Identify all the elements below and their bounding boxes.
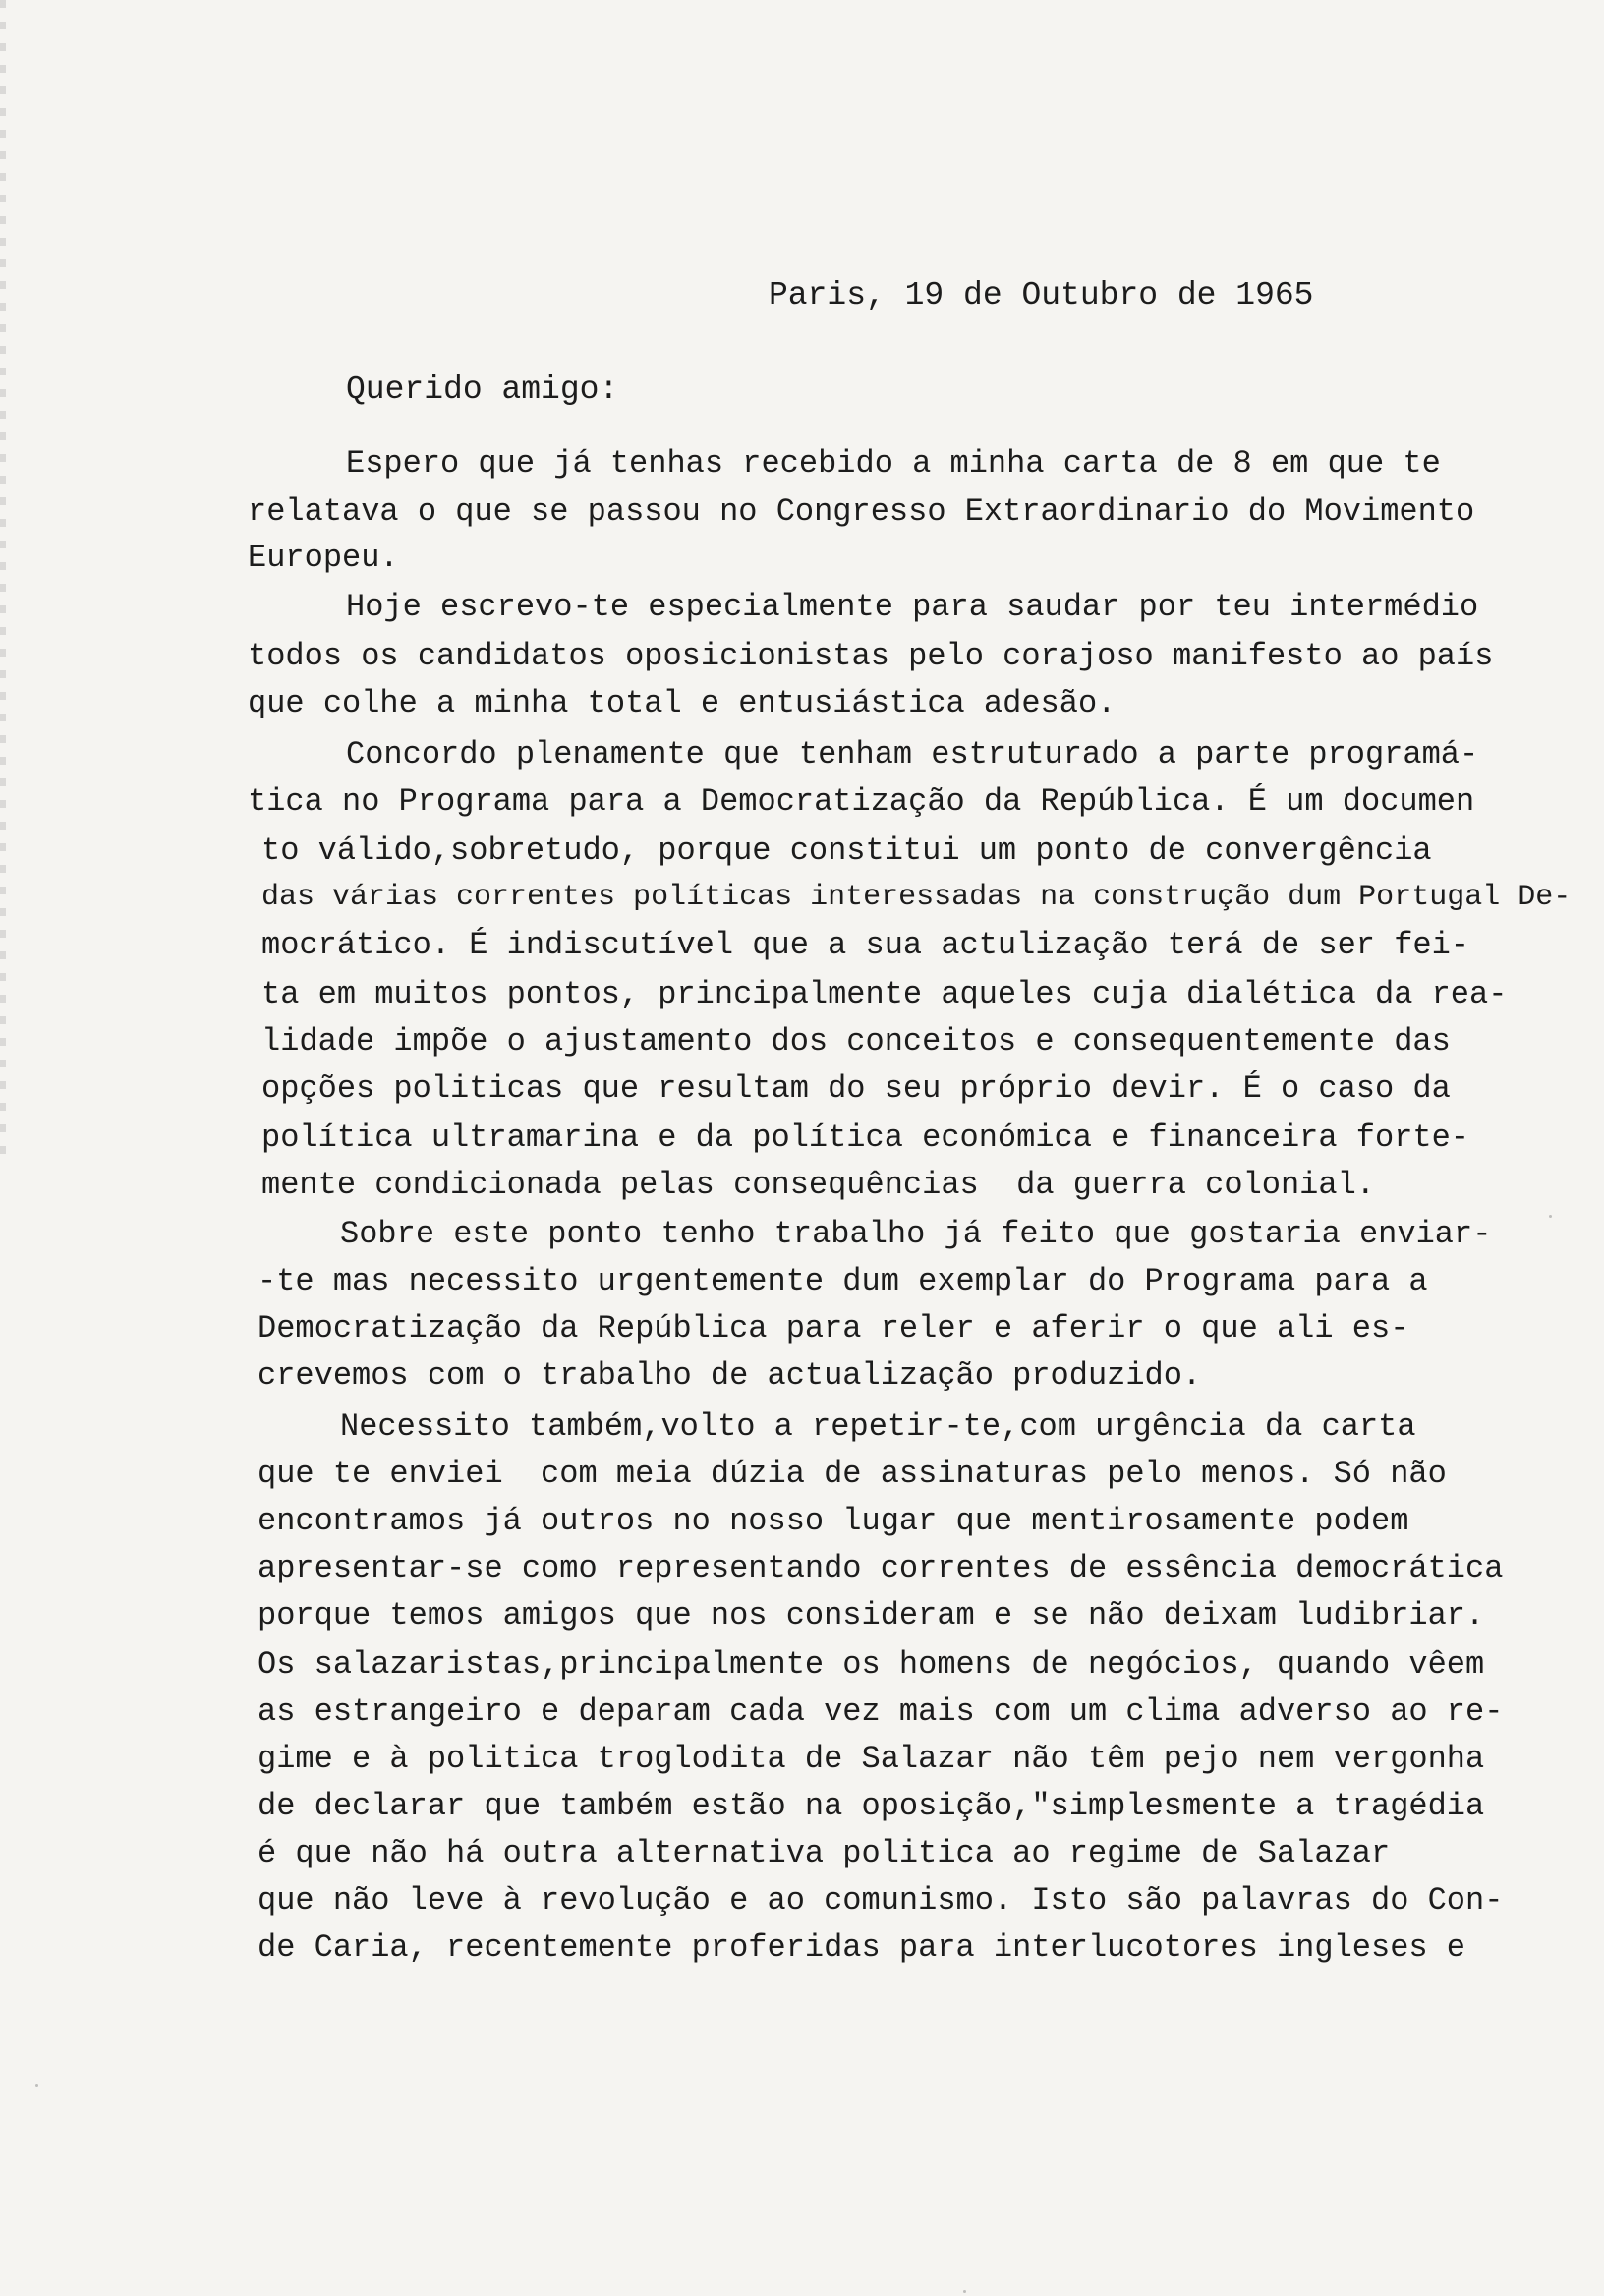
body-line: to válido,sobretudo, porque constitui um ponto de convergência — [261, 832, 1432, 869]
body-line: que te enviei com meia dúzia de assinaturas pelo menos. Só não — [258, 1456, 1447, 1492]
paper-speck — [963, 2290, 966, 2293]
body-line: Os salazaristas,principalmente os homens de negócios, quando vêem — [258, 1646, 1485, 1683]
body-line: Europeu. — [248, 540, 399, 576]
body-line: -te mas necessito urgentemente dum exemplar do Programa para a — [258, 1263, 1428, 1299]
body-line: crevemos com o trabalho de actualização produzido. — [258, 1357, 1202, 1394]
body-line: Sobre este ponto tenho trabalho já feito que gostaria enviar- — [340, 1216, 1492, 1252]
body-line: de Caria, recentemente proferidas para interlucotores ingleses e — [258, 1929, 1465, 1966]
body-line: é que não há outra alternativa politica ao regime de Salazar — [258, 1835, 1391, 1871]
body-line: das várias correntes políticas interessadas na construção dum Portugal De- — [261, 881, 1572, 914]
paper-speck — [1549, 1215, 1552, 1218]
body-line: Democratização da República para reler e aferir o que ali es- — [258, 1310, 1409, 1347]
body-line: gime e à politica troglodita de Salazar não têm pejo nem vergonha — [258, 1741, 1485, 1777]
body-line: política ultramarina e da política económica e financeira forte- — [261, 1119, 1469, 1156]
body-line: que colhe a minha total e entusiástica adesão. — [248, 685, 1117, 721]
body-line: ta em muitos pontos, principalmente aqueles cuja dialética da rea- — [261, 976, 1508, 1012]
body-line: opções politicas que resultam do seu próprio devir. É o caso da — [261, 1070, 1451, 1107]
body-line: lidade impõe o ajustamento dos conceitos e consequentemente das — [261, 1023, 1451, 1060]
body-line: Hoje escrevo-te especialmente para saudar por teu intermédio — [346, 589, 1479, 625]
body-line: Espero que já tenhas recebido a minha carta de 8 em que te — [346, 445, 1441, 482]
body-line: porque temos amigos que nos consideram e se não deixam ludibriar. — [258, 1597, 1485, 1634]
body-line: de declarar que também estão na oposição,"simplesmente a tragédia — [258, 1788, 1485, 1824]
letter-greeting: Querido amigo: — [346, 372, 619, 408]
body-line: mocrático. É indiscutível que a sua actulização terá de ser fei- — [261, 927, 1469, 963]
body-line: as estrangeiro e deparam cada vez mais com um clima adverso ao re- — [258, 1693, 1504, 1730]
body-line: encontramos já outros no nosso lugar que mentirosamente podem — [258, 1503, 1409, 1539]
body-line: que não leve à revolução e ao comunismo. Isto são palavras do Con- — [258, 1882, 1504, 1919]
body-line: todos os candidatos oposicionistas pelo corajoso manifesto ao país — [248, 638, 1494, 674]
paper-speck — [35, 2084, 38, 2087]
letter-dateline: Paris, 19 de Outubro de 1965 — [769, 277, 1314, 314]
body-line: Concordo plenamente que tenham estruturado a parte programá- — [346, 736, 1479, 773]
body-line: relatava o que se passou no Congresso Extraordinario do Movimento — [248, 493, 1475, 530]
body-line: mente condicionada pelas consequências da guerra colonial. — [261, 1167, 1375, 1203]
body-line: tica no Programa para a Democratização da República. É um documen — [248, 783, 1475, 820]
body-line: apresentar-se como representando correntes de essência democrática — [258, 1550, 1504, 1586]
body-line: Necessito também,volto a repetir-te,com urgência da carta — [340, 1408, 1416, 1445]
